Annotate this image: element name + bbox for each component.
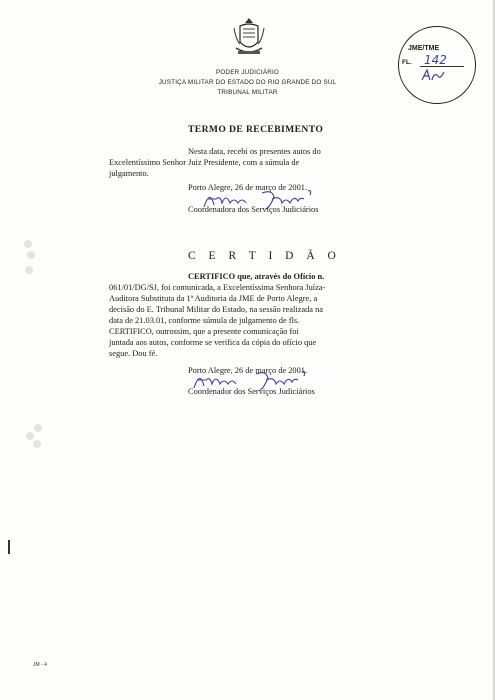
punch-hole [25, 266, 33, 274]
margin-mark [8, 540, 10, 554]
termo-line: Excelentíssimo Senhor Juiz Presidente, com a súmula de [109, 158, 300, 167]
certidao-signatory: Coordenador dos Serviços Judiciários [188, 387, 315, 396]
certidao-line: segue. Dou fé. [109, 349, 158, 358]
punch-hole [27, 251, 35, 259]
stamp-page-number: 142 [424, 53, 447, 67]
certidao-line: Auditora Substituta da 1ª Auditoria da JME de Porto Alegre, a [109, 294, 318, 303]
termo-date: Porto Alegre, 26 de março de 2001. [188, 183, 308, 192]
punch-hole [26, 432, 34, 440]
stamp-initials-signature [420, 68, 446, 82]
termo-title: TERMO DE RECEBIMENTO [188, 124, 324, 135]
certidao-line: juntada aos autos, conforme se verifica da cópia do ofício que [109, 338, 317, 347]
certidao-date: Porto Alegre, 26 de março de 2001. [188, 366, 308, 375]
certidao-title: C E R T I D Ã O [188, 250, 341, 262]
certidao-line: CERTIFICO que, através do Ofício n. [188, 272, 325, 281]
header-line-2: JUSTIÇA MILITAR DO ESTADO DO RIO GRANDE DO SUL [158, 79, 337, 86]
termo-line: julgamento. [109, 169, 149, 178]
punch-hole [33, 440, 41, 448]
punch-hole [24, 240, 32, 248]
certidao-line: data de 21.03.01, conforme súmula de julgamento de fls. [109, 316, 300, 325]
termo-signatory: Coordenadora dos Serviços Judiciários [188, 205, 319, 214]
punch-hole [34, 424, 42, 432]
form-code: JM - 4 [33, 662, 47, 668]
certidao-line: decisão do E. Tribunal Militar do Estado, na sessão realizada na [109, 305, 323, 314]
stamp-fl-label: FL. [402, 59, 412, 66]
coat-of-arms-icon [232, 16, 266, 58]
termo-line: Nesta data, recebi os presentes autos do [188, 147, 321, 156]
certidao-line: 061/01/DG/SJ, foi comunicada, a Excelentíssima Senhora Juíza- [109, 283, 326, 292]
stamp-title: JME/TME [408, 45, 440, 52]
certidao-line: CERTIFICO, outrossim, que a presente comunicação foi [109, 327, 299, 336]
header-line-1: PODER JUDICIÁRIO [215, 69, 280, 76]
header-line-3: TRIBUNAL MILITAR [217, 89, 278, 96]
